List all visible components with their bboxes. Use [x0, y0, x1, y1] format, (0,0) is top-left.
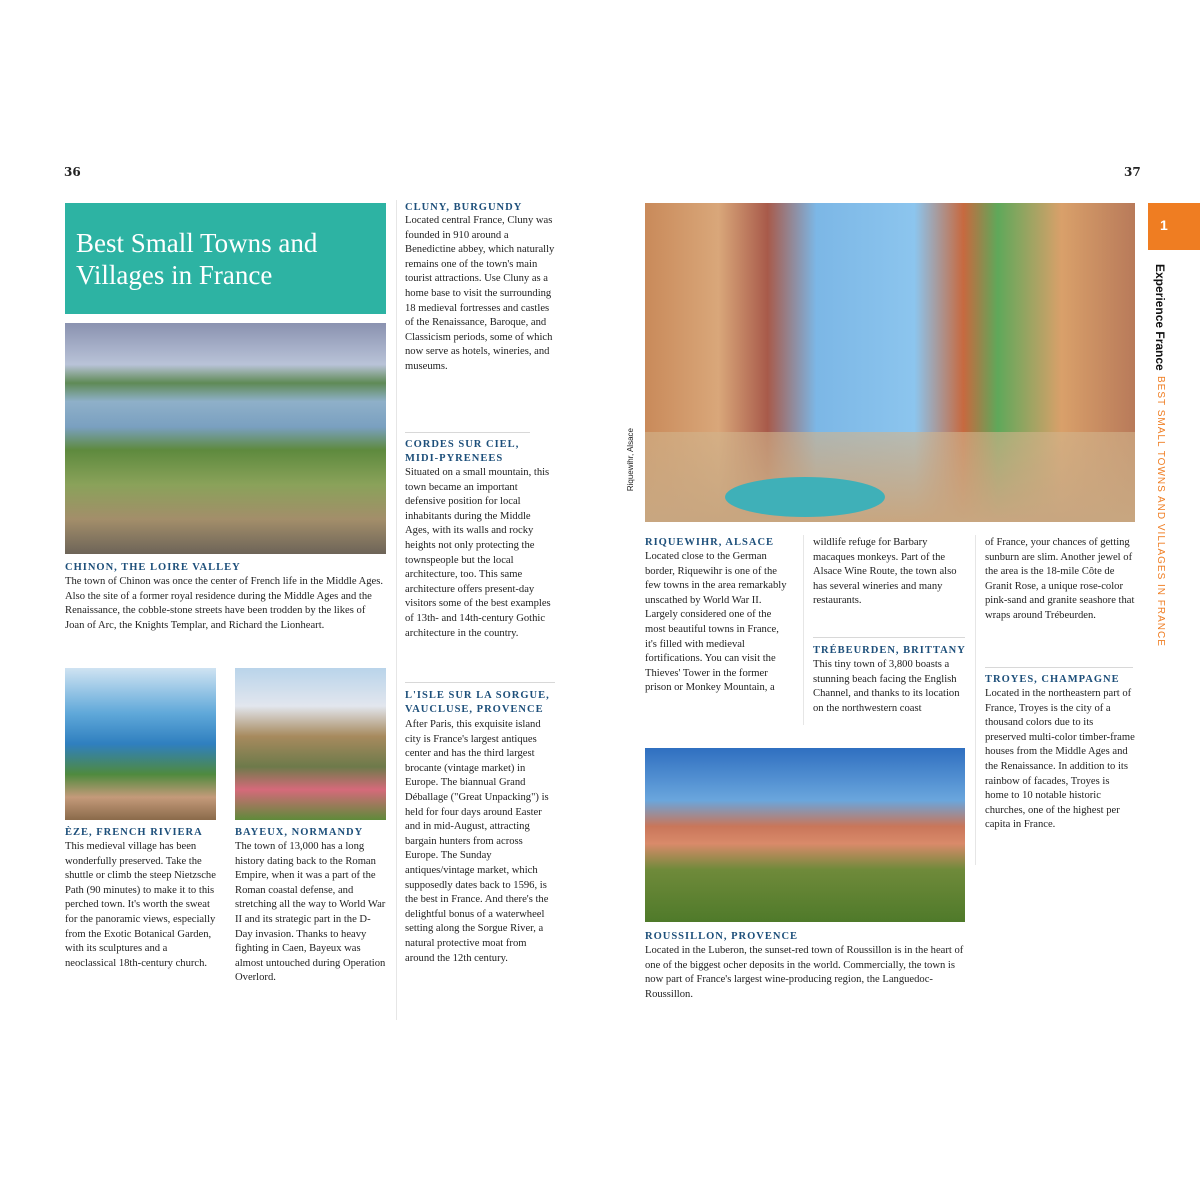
entry-heading: CHINON, THE LOIRE VALLEY: [65, 562, 241, 573]
entry-body: Situated on a small mountain, this town became an important defensive position for local inhabitants during the Middle Ages, with its walls and rocky heights not only protecting the townspeople but the local architecture, too. This same architecture offers present-day visitors some of the best examples of 13th- and 14th-century Gothic architecture in the country.: [405, 467, 551, 639]
entry-heading: BAYEUX, NORMANDY: [235, 827, 364, 838]
entry-body: This medieval village has been wonderfully preserved. Take the shuttle or climb the steep Nietzsche Path (90 minutes) to make it to this perched town. It's worth the sweat for the panoramic views, especially from the Exotic Botanical Garden, with its sculptures and a neoclassical 18th-century church.: [65, 841, 216, 969]
divider: [813, 637, 965, 638]
entry-body: After Paris, this exquisite island city is France's largest antiques center and has the third largest brocante (vintage market) in Europe. The biannual Grand Déballage ("Great Unpacking") is held for four days around Easter and in mid-August, attracting bargain hunters from across Europe. The Sunday antiques/vintage market, which supposedly dates back to 1596, is the best in France. And there's the delightful bonus of a waterwheel setting along the Sorgue River, a natural protective moat from around the 12th century.: [405, 719, 549, 964]
entry-body: Located in the Luberon, the sunset-red town of Roussillon is in the heart of one of the biggest ocher deposits in the world. Commercially, the town is now part of France's largest wine-producing region, the Languedoc-Roussillon.: [645, 945, 964, 1000]
entry-body-continued: wildlife refuge for Barbary macaques monkeys. Part of the Alsace Wine Route, the town also has several wineries and many restaurants.: [813, 537, 957, 607]
column-divider: [975, 535, 976, 865]
riquewihr-photo: [645, 203, 1135, 522]
entry-body: Located close to the German border, Riquewihr is one of the few towns in the area remarkably unscathed by World War II. Largely considered one of the most beautiful towns in France, it's filled with medieval fortifications. You can visit the Thieves' Tower in the former prison or Monkey Mountain, a: [645, 551, 787, 694]
entry-heading: L'ISLE SUR LA SORGUE, VAUCLUSE, PROVENCE: [405, 690, 550, 715]
entry-heading: RIQUEWIHR, ALSACE: [645, 537, 775, 548]
page-title: Best Small Towns and Villages in France: [65, 203, 386, 314]
entry-heading: ÈZE, FRENCH RIVIERA: [65, 827, 203, 838]
chinon-photo: [65, 323, 386, 554]
column-divider: [396, 200, 397, 1020]
page-number-right: 37: [1124, 165, 1141, 179]
roussillon-photo: [645, 748, 965, 922]
column-divider: [803, 535, 804, 725]
entry-heading: TROYES, CHAMPAGNE: [985, 674, 1120, 685]
entry-body: The town of 13,000 has a long history dating back to the Roman Empire, when it was a part of the Roman coastal defense, and stretching all the way to World War II and its strategic part in the D-Day invasion. Thanks to heavy fighting in Caen, Bayeux was almost untouched during Operation Overlord.: [235, 841, 386, 984]
entry-body-continued: of France, your chances of getting sunburn are slim. Another jewel of the area is the 18-mile Côte de Granit Rose, a unique rose-color pink-sand and granite seashore that wraps around Trébeurden.: [985, 537, 1135, 621]
entry-heading: CLUNY, BURGUNDY: [405, 202, 523, 213]
entry-body: The town of Chinon was once the center of French life in the Middle Ages. Also the site of a former royal residence during the Middle Ages and the Renaissance, the cobble-stone streets have been trodden by the likes of Joan of Arc, the Knights Templar, and Richard the Lionheart.: [65, 576, 384, 631]
divider: [405, 682, 555, 683]
photo-credit: Riquewihr, Alsace: [626, 428, 635, 492]
entry-body: Located central France, Cluny was founded in 910 around a Benedictine abbey, which naturally remains one of the town's main tourist attractions. Use Cluny as a home base to visit the surrounding 18 medieval fortresses and castles of the Renaissance, Baroque, and Classicism periods, some of which now serve as hotels, wineries, and museums.: [405, 215, 555, 372]
bayeux-photo: [235, 668, 386, 820]
entry-heading: TRÉBEURDEN, BRITTANY: [813, 645, 966, 656]
chapter-tab: 1: [1148, 203, 1200, 250]
divider: [985, 667, 1133, 668]
divider: [405, 432, 530, 433]
chapter-title: Experience France: [1153, 264, 1167, 371]
entry-heading: ROUSSILLON, PROVENCE: [645, 931, 799, 942]
page-number-left: 36: [64, 165, 81, 179]
entry-body: Located in the northeastern part of France, Troyes is the city of a thousand colors due to its preserved multi-color timber-frame houses from the Middle Ages and the Renaissance. In addition to its rainbow of facades, Troyes is home to 10 notable historic churches, one of the highest per capita in France.: [985, 688, 1135, 831]
section-title: BEST SMALL TOWNS AND VILLAGES IN FRANCE: [1155, 376, 1166, 647]
entry-body: This tiny town of 3,800 boasts a stunning beach facing the English Channel, and thanks to its location on the northwestern coast: [813, 659, 960, 714]
eze-photo: [65, 668, 216, 820]
entry-heading: CORDES SUR CIEL, MIDI-PYRENEES: [405, 439, 520, 464]
